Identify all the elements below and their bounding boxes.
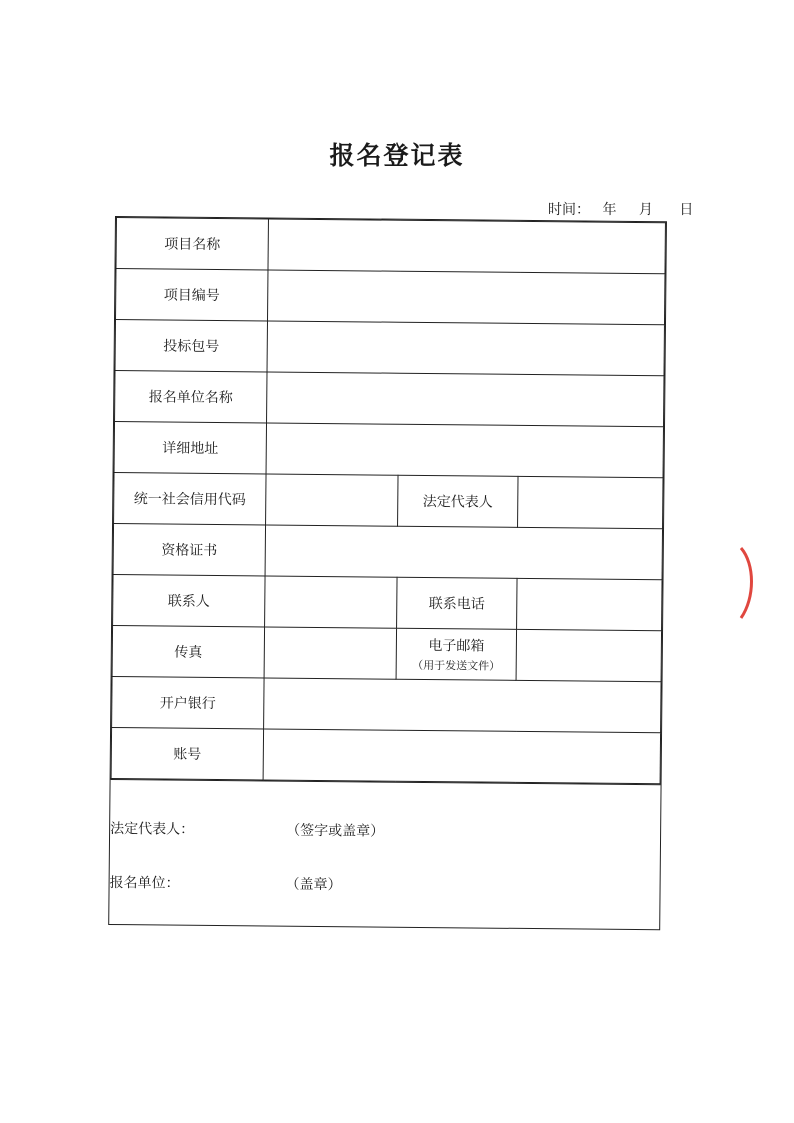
field-address[interactable] [266,423,663,478]
field-bid-package[interactable] [267,321,664,376]
label-email: 电子邮箱 [428,638,485,655]
label-phone: 联系电话 [397,577,517,629]
row-contact [113,574,662,630]
legal-rep-signature-line [110,818,385,840]
field-email[interactable] [516,629,661,681]
row-fax [112,625,661,681]
label-bank: 开户银行 [112,676,264,728]
label-qualification: 资格证书 [113,524,265,576]
row-project-number [116,269,665,325]
field-legal-rep[interactable] [518,476,663,528]
label-credit-code: 统一社会信用代码 [114,473,266,525]
row-credit-code [114,473,663,529]
label-company-name: 报名单位名称 [115,371,267,423]
field-credit-code[interactable] [266,474,398,526]
field-company-name[interactable] [267,372,664,427]
label-email-note: （用于发送文件） [412,658,501,673]
row-qualification [113,524,662,580]
registration-form [108,216,667,930]
row-project-name [116,218,665,274]
registration-table [111,217,666,784]
signature-area[interactable] [109,779,660,929]
date-line [548,199,693,219]
date-day: 日 [679,202,694,218]
label-account: 账号 [111,727,263,779]
company-seal-note: （盖章） [285,876,342,894]
legal-rep-signature-label: 法定代表人： [110,820,195,838]
company-seal-label: 报名单位： [109,874,180,892]
label-project-number: 项目编号 [116,269,268,321]
date-label: 时间： [548,202,590,218]
company-seal-line [109,872,342,894]
row-company-name [115,371,664,427]
field-contact[interactable] [265,576,397,628]
field-project-name[interactable] [268,219,665,274]
row-account [111,727,660,783]
field-qualification[interactable] [265,525,662,580]
seal-arc [741,548,752,618]
legal-rep-signature-note: （签字或盖章） [286,822,385,840]
label-project-name: 项目名称 [116,218,268,270]
field-project-number[interactable] [267,270,664,325]
page-title: 报名登记表 [329,141,465,170]
row-bank [112,676,661,732]
label-legal-rep: 法定代表人 [398,475,518,527]
label-contact: 联系人 [113,574,265,626]
date-year: 年 [602,202,617,218]
label-address: 详细地址 [114,422,266,474]
label-fax: 传真 [112,625,264,677]
field-account[interactable] [263,729,660,784]
seal-stamp-edge [737,546,759,620]
field-fax[interactable] [264,627,396,679]
label-bid-package: 投标包号 [115,320,267,372]
field-phone[interactable] [517,578,662,630]
field-bank[interactable] [264,678,661,733]
row-bid-package [115,320,664,376]
label-email-cell [396,628,516,680]
row-address [114,422,663,478]
date-month: 月 [638,202,653,218]
